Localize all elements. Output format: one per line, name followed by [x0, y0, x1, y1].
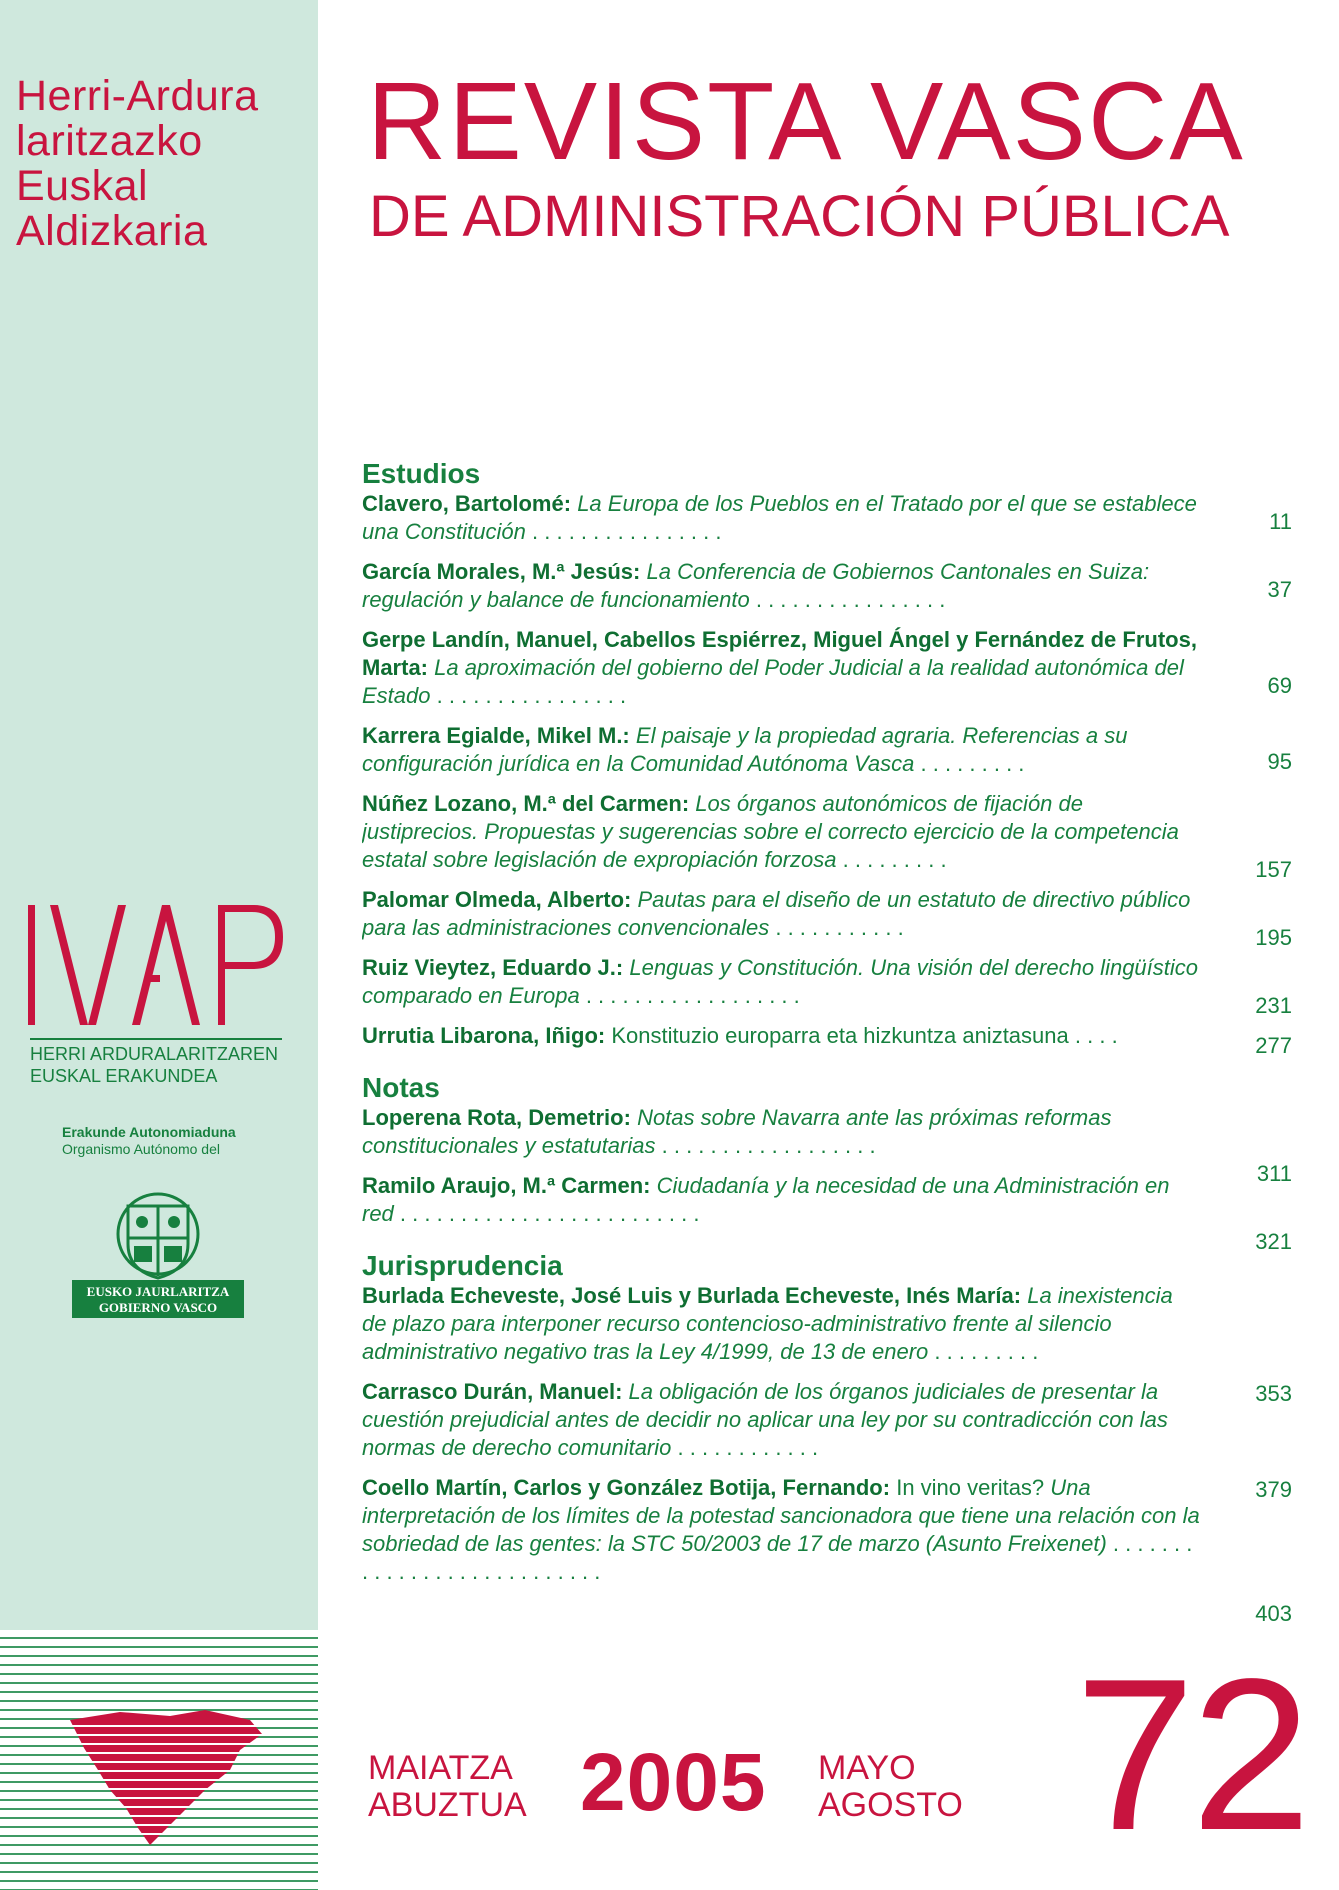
basque-title-line-1: Herri-Ardura	[16, 72, 259, 120]
toc-entry	[362, 1474, 1202, 1586]
toc-entry-title-prefix: In vino veritas?	[896, 1475, 1045, 1500]
ivap-subtitle-line-1: HERRI ARDURALARITZAREN	[30, 1044, 279, 1064]
toc-entry-page: 157	[1255, 857, 1292, 882]
toc-entry-title: La Conferencia de Gobiernos Cantonales en Suiza: regulación y balance de funcionamiento	[362, 559, 1150, 612]
journal-subtitle: DE ADMINISTRACIÓN PÚBLICA	[369, 184, 1230, 249]
month-eu-2: ABUZTUA	[368, 1786, 527, 1824]
toc-entry	[362, 886, 1202, 942]
gov-emblem-line-2: GOBIERNO VASCO	[98, 1300, 218, 1315]
leader-dots: . . . . . . . . . . . . . . . .	[532, 519, 722, 544]
basque-title-line-4: Aldizkaria	[16, 207, 208, 255]
toc-entry-title: Ciudadanía y la necesidad de una Administración en red	[362, 1173, 1170, 1226]
organism-caption-line-1: Erakunde Autonomiaduna	[62, 1124, 236, 1140]
leader-dots: . . . . . . . . . . . . . . . .	[755, 587, 946, 612]
toc-entry-title: La Europa de los Pueblos en el Tratado por el que se establece una Constitución	[362, 491, 1197, 544]
month-eu-1: MAIATZA	[368, 1749, 513, 1787]
toc-entry-title: Una interpretación de los límites de la potestad sancionadora que tiene una relación con la sobriedad de las gentes: la STC 50/2003 de 17 de marzo (Asunto Freixenet)	[362, 1475, 1200, 1556]
toc-entry	[362, 490, 1202, 546]
leader-dots: . . . . . . . . .	[934, 1339, 1039, 1364]
toc-entry	[362, 1104, 1202, 1160]
toc-entry-page: 311	[1256, 1161, 1292, 1186]
toc-entry-title: El paisaje y la propiedad agraria. Referencias a su configuración jurídica en la Comunidad Autónoma Vasca	[362, 723, 1128, 776]
toc-entry	[362, 558, 1202, 614]
sidebar-panel	[0, 0, 318, 1630]
ivap-logo	[28, 905, 286, 1025]
ivap-subtitle	[30, 1038, 282, 1087]
toc-entry-author: Coello Martín, Carlos y González Botija, Fernando:	[362, 1475, 891, 1500]
toc-entry-page: 231	[1255, 993, 1292, 1018]
toc-entry-author: Gerpe Landín, Manuel, Cabellos Espiérrez, Miguel Ángel y Fernández de Frutos, Marta:	[362, 627, 1197, 680]
month-es-1: MAYO	[818, 1749, 916, 1787]
organism-caption	[62, 1124, 236, 1158]
journal-title: REVISTA VASCA	[367, 60, 1245, 183]
toc-entry	[362, 1022, 1202, 1050]
toc-entry-author: Carrasco Durán, Manuel:	[362, 1379, 623, 1404]
toc-entry-title: La aproximación del gobierno del Poder Judicial a la realidad autonómica del Estado	[362, 655, 1184, 708]
toc-entry-page: 379	[1255, 1477, 1292, 1502]
leader-dots: . . . .	[1074, 1023, 1118, 1048]
leader-dots: . . . . . . . . .	[842, 847, 947, 872]
toc-entry-page: 69	[1267, 673, 1292, 698]
leader-dots: . . . . . . . . . . . . . . . .	[436, 683, 627, 708]
toc-entry-author: Urrutia Libarona, Iñigo:	[362, 1023, 606, 1048]
toc-entry-author: Palomar Olmeda, Alberto:	[362, 887, 632, 912]
issue-number: 72	[1075, 1633, 1308, 1875]
toc-entry	[362, 626, 1202, 710]
toc-entry-page: 11	[1269, 509, 1292, 534]
toc-entry-author: Burlada Echeveste, José Luis y Burlada Echeveste, Inés María:	[362, 1283, 1022, 1308]
toc-entry-title: Notas sobre Navarra ante las próximas reformas constitucionales y estatutarias	[362, 1105, 1112, 1158]
toc-entry-title: Konstituzio europarra eta hizkuntza aniztasuna	[611, 1023, 1069, 1048]
toc-entry-author: Ruiz Vieytez, Eduardo J.:	[362, 955, 624, 980]
toc-entry-author: Núñez Lozano, M.ª del Carmen:	[362, 791, 690, 816]
table-of-contents	[362, 458, 1292, 1626]
toc-entry-title: La inexistencia de plazo para interponer recurso contencioso-administrativo frente al silencio administrativo negativo tras la Ley 4/1999, de 13 de enero	[362, 1283, 1173, 1364]
toc-entry-page: 403	[1255, 1601, 1292, 1626]
organism-caption-line-2: Organismo Autónomo del	[62, 1141, 220, 1157]
spanish-months	[818, 1750, 963, 1824]
toc-entry-author: Clavero, Bartolomé:	[362, 491, 572, 516]
ivap-subtitle-line-2: EUSKAL ERAKUNDEA	[30, 1066, 218, 1086]
toc-entry-page: 195	[1255, 925, 1292, 950]
toc-entry	[362, 1378, 1202, 1462]
leader-dots: . . . . . . . . . . . .	[677, 1435, 819, 1460]
toc-entry-title: Los órganos autonómicos de fijación de justiprecios. Propuestas y sugerencias sobre el correcto ejercicio de la competencia estatal sobre legislación de expropiación forzosa	[362, 791, 1179, 872]
section-heading-notas: Notas	[362, 1072, 440, 1103]
toc-entry-title: Pautas para el diseño de un estatuto de directivo público para las administraciones convencionales	[362, 887, 1191, 940]
basque-months	[368, 1750, 527, 1824]
leader-dots: . . . . . . . . . . . . . . . . . .	[661, 1133, 876, 1158]
toc-entry-author: García Morales, M.ª Jesús:	[362, 559, 641, 584]
issue-year: 2005	[580, 1737, 767, 1828]
basque-title-line-3: Euskal	[16, 162, 149, 210]
basque-journal-title	[16, 74, 259, 254]
month-es-2: AGOSTO	[818, 1786, 963, 1824]
toc-entry-author: Ramilo Araujo, M.ª Carmen:	[362, 1173, 651, 1198]
leader-dots: . . . . . . . . . . .	[775, 915, 904, 940]
leader-dots: . . . . . . . . .	[920, 751, 1025, 776]
gov-emblem-line-1: EUSKO JAURLARITZA	[86, 1284, 230, 1299]
leader-dots: . . . . . . . . . . . . . . . . . . . . . . . . . . .	[362, 1531, 1193, 1584]
basque-country-map	[0, 1630, 318, 1890]
basque-title-line-2: laritzazko	[16, 117, 203, 165]
toc-entry-author: Karrera Egialde, Mikel M.:	[362, 723, 630, 748]
toc-entry-page: 277	[1255, 1033, 1292, 1058]
toc-entry	[362, 1282, 1202, 1366]
toc-entry-title: La obligación de los órganos judiciales de presentar la cuestión prejudicial antes de decidir no aplicar una ley por su contradicción con las normas de derecho comunitario	[362, 1379, 1168, 1460]
basque-government-emblem	[72, 1186, 244, 1318]
section-heading-jurisprudencia: Jurisprudencia	[362, 1250, 563, 1281]
leader-dots: . . . . . . . . . . . . . . . . . . . . . . . . .	[399, 1201, 700, 1226]
toc-entry-author: Loperena Rota, Demetrio:	[362, 1105, 631, 1130]
toc-entry	[362, 722, 1202, 778]
toc-entry-page: 321	[1255, 1229, 1292, 1254]
leader-dots: . . . . . . . . . . . . . . . . . .	[585, 983, 800, 1008]
toc-entry-page: 37	[1267, 577, 1292, 602]
section-heading-estudios: Estudios	[362, 458, 481, 489]
toc-entry	[362, 1172, 1202, 1228]
toc-entry-page: 95	[1267, 749, 1292, 774]
toc-entry	[362, 790, 1202, 874]
toc-entry	[362, 954, 1202, 1010]
toc-entry-title: Lenguas y Constitución. Una visión del derecho lingüístico comparado en Europa	[362, 955, 1199, 1008]
toc-entry-page: 353	[1255, 1381, 1292, 1406]
